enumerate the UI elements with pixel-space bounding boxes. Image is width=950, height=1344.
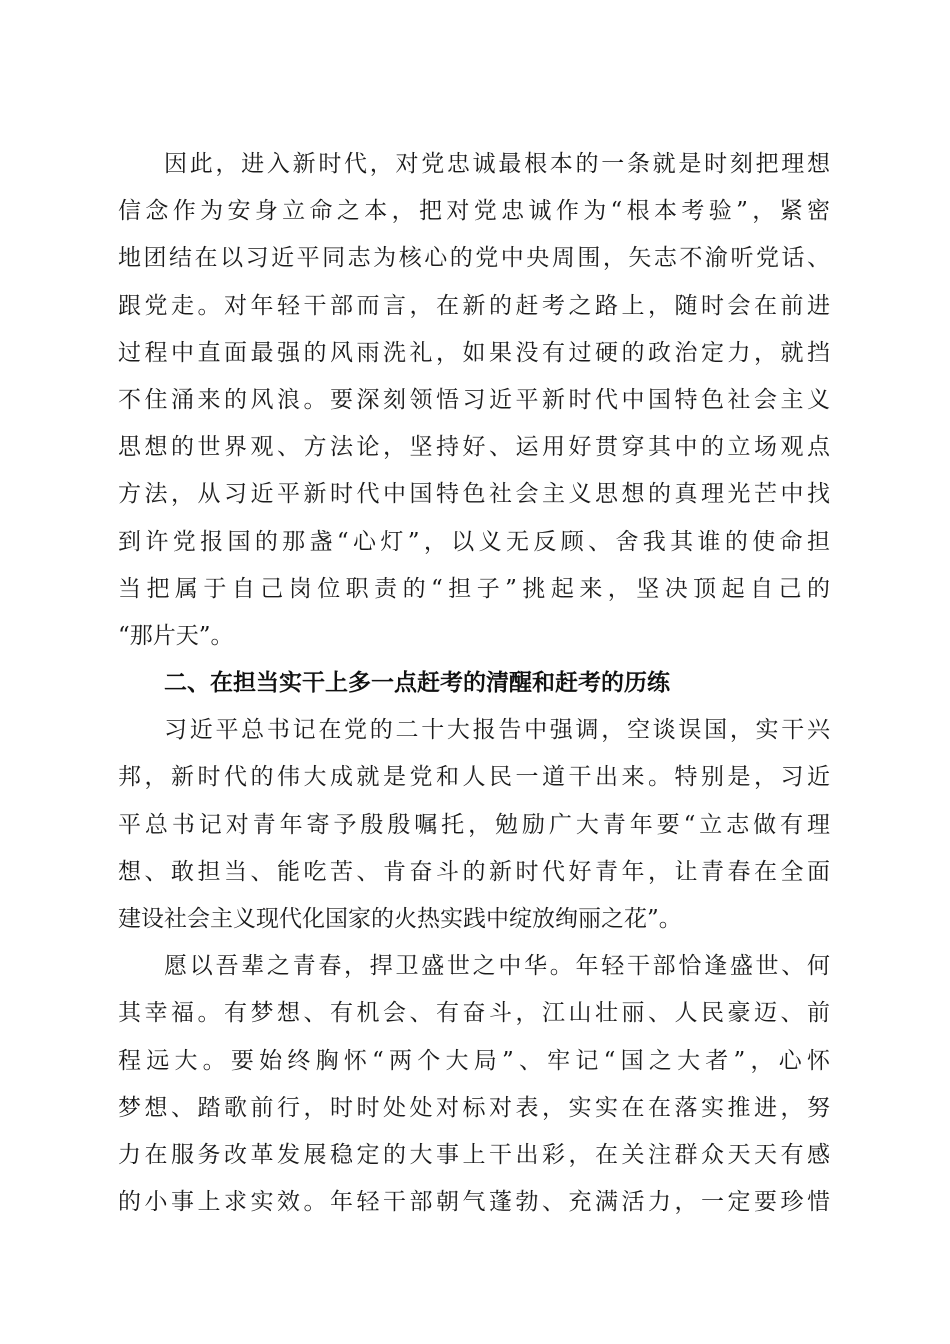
paragraph-line: 方法，从习近平新时代中国特色社会主义思想的真理光芒中找 bbox=[118, 481, 830, 508]
paragraph-line: 建设社会主义现代化国家的火热实践中绽放绚丽之花”。 bbox=[118, 906, 682, 932]
paragraph-line: 当把属于自己岗位职责的“担子”挑起来，坚决顶起自己的 bbox=[118, 575, 830, 602]
paragraph-loyalty bbox=[118, 141, 830, 660]
paragraph-line: 因此，进入新时代，对党忠诚最根本的一条就是时刻把理想 bbox=[164, 151, 830, 177]
paragraph-line: 不住涌来的风浪。要深刻领悟习近平新时代中国特色社会主义 bbox=[118, 386, 830, 413]
paragraph-line: 习近平总书记在党的二十大报告中强调，空谈误国，实干兴 bbox=[164, 717, 830, 744]
paragraph-line: 力在服务改革发展稳定的大事上干出彩，在关注群众天天有感 bbox=[118, 1141, 830, 1168]
paragraph-line: 平总书记对青年寄予殷殷嘱托，勉励广大青年要“立志做有理 bbox=[118, 811, 830, 838]
paragraph-line: 思想的世界观、方法论，坚持好、运用好贯穿其中的立场观点 bbox=[118, 434, 830, 461]
paragraph-practice bbox=[118, 707, 830, 943]
paragraph-line: 信念作为安身立命之本，把对党忠诚作为“根本考验”，紧密 bbox=[118, 198, 830, 225]
paragraph-line: “那片天”。 bbox=[118, 622, 234, 649]
paragraph-line: 其幸福。有梦想、有机会、有奋斗，江山壮丽、人民豪迈、前 bbox=[118, 1000, 830, 1027]
section-heading: 二、在担当实干上多一点赶考的清醒和赶考的历练 bbox=[164, 670, 670, 697]
document-body bbox=[118, 141, 830, 1226]
paragraph-line: 到许党报国的那盏“心灯”，以义无反顾、舍我其谁的使命担 bbox=[118, 528, 830, 555]
paragraph-youth bbox=[118, 943, 830, 1226]
paragraph-line: 跟党走。对年轻干部而言，在新的赶考之路上，随时会在前进 bbox=[118, 292, 830, 319]
paragraph-line: 想、敢担当、能吃苦、肯奋斗的新时代好青年，让青春在全面 bbox=[118, 858, 830, 885]
paragraph-line: 邦，新时代的伟大成就是党和人民一道干出来。特别是，习近 bbox=[118, 764, 830, 791]
paragraph-line: 程远大。要始终胸怀“两个大局”、牢记“国之大者”，心怀 bbox=[118, 1047, 830, 1074]
paragraph-line: 地团结在以习近平同志为核心的党中央周围，矢志不渝听党话、 bbox=[118, 245, 830, 272]
paragraph-line: 梦想、踏歌前行，时时处处对标对表，实实在在落实推进，努 bbox=[118, 1094, 830, 1121]
paragraph-line: 过程中直面最强的风雨洗礼，如果没有过硬的政治定力，就挡 bbox=[118, 339, 830, 366]
paragraph-line: 愿以吾辈之青春，捍卫盛世之中华。年轻干部恰逢盛世、何 bbox=[164, 953, 830, 980]
paragraph-line: 的小事上求实效。年轻干部朝气蓬勃、充满活力，一定要珍惜 bbox=[118, 1189, 830, 1216]
